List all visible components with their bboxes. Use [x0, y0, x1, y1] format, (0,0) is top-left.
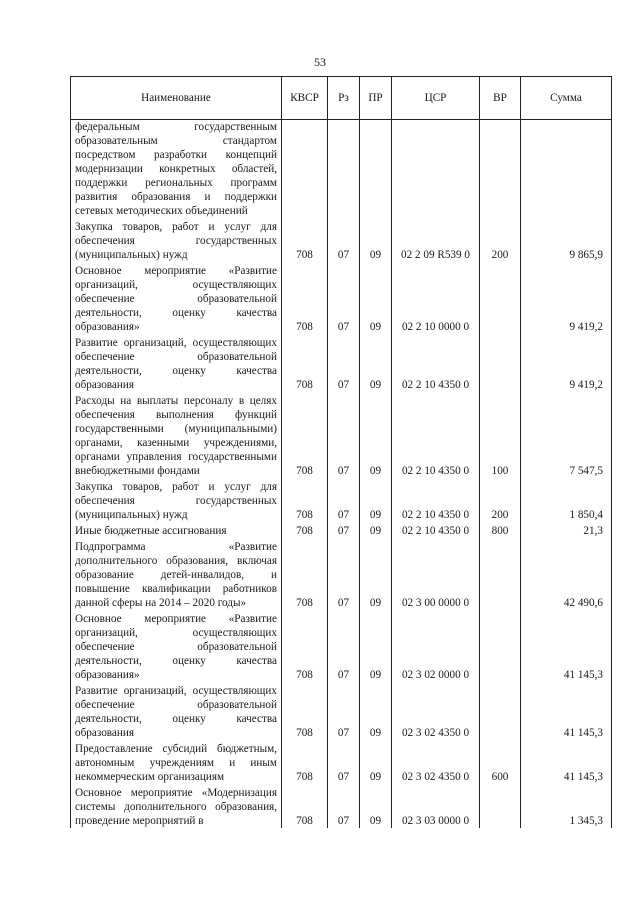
table-row: [71, 120, 612, 219]
row-kvsr-cell: 708: [282, 684, 328, 740]
row-pr-cell: 09: [360, 264, 392, 334]
row-pr-cell: 09: [360, 394, 392, 478]
row-vr-cell: 200: [480, 480, 521, 522]
row-sum-cell: 1 850,4: [521, 480, 612, 522]
row-name-cell: Иные бюджетные ассигнования: [71, 524, 282, 538]
row-rz-cell: 07: [328, 612, 360, 682]
row-csr-cell: 02 3 02 4350 0: [392, 742, 480, 784]
row-sum-cell: 41 145,3: [521, 742, 612, 784]
row-pr-cell: 09: [360, 336, 392, 392]
row-name-cell: Закупка товаров, работ и услуг для обеспечения государственных (муниципальных) нужд: [71, 480, 282, 522]
row-vr-cell: [480, 612, 521, 682]
row-csr-cell: 02 2 10 0000 0: [392, 264, 480, 334]
row-sum-cell: [521, 120, 612, 219]
column-header-csr: ЦСР: [392, 77, 480, 120]
row-kvsr-cell: 708: [282, 612, 328, 682]
row-rz-cell: 07: [328, 524, 360, 538]
row-vr-cell: [480, 264, 521, 334]
row-pr-cell: 09: [360, 742, 392, 784]
column-header-name: Наименование: [71, 77, 282, 120]
row-vr-cell: [480, 336, 521, 392]
table-row: [71, 480, 612, 522]
row-pr-cell: 09: [360, 524, 392, 538]
row-csr-cell: 02 2 10 4350 0: [392, 524, 480, 538]
table-row: [71, 524, 612, 538]
row-name-cell: Закупка товаров, работ и услуг для обеспечения государственных (муниципальных) нужд: [71, 220, 282, 262]
table-row: [71, 220, 612, 262]
row-pr-cell: [360, 120, 392, 219]
row-sum-cell: 9 419,2: [521, 264, 612, 334]
row-vr-cell: [480, 786, 521, 828]
row-name-cell: Основное мероприятие «Развитие организаций, осуществляющих обеспечение образовательной деятельности, оценку качества образования»: [71, 612, 282, 682]
row-vr-cell: 800: [480, 524, 521, 538]
row-pr-cell: 09: [360, 220, 392, 262]
row-name-cell: Расходы на выплаты персоналу в целях обеспечения выполнения функций государственными (муниципальными) органами, казенными учреждениями, органами управления государственными внебюджетными фондами: [71, 394, 282, 478]
row-rz-cell: [328, 120, 360, 219]
row-rz-cell: 07: [328, 264, 360, 334]
row-name-cell: Основное мероприятие «Модернизация системы дополнительного образования, проведение мероприятий в: [71, 786, 282, 828]
table-row: [71, 742, 612, 784]
column-header-rz: Рз: [328, 77, 360, 120]
table-body: [71, 120, 612, 829]
row-rz-cell: 07: [328, 742, 360, 784]
row-kvsr-cell: [282, 120, 328, 219]
row-sum-cell: 41 145,3: [521, 684, 612, 740]
row-vr-cell: [480, 540, 521, 610]
row-name-cell: Основное мероприятие «Развитие организаций, осуществляющих обеспечение образовательной деятельности, оценку качества образования»: [71, 264, 282, 334]
row-csr-cell: 02 3 02 4350 0: [392, 684, 480, 740]
table-row: [71, 540, 612, 610]
row-vr-cell: 100: [480, 394, 521, 478]
row-kvsr-cell: 708: [282, 480, 328, 522]
column-header-pr: ПР: [360, 77, 392, 120]
table-header-row: [71, 77, 612, 120]
row-name-cell: Развитие организаций, осуществляющих обеспечение образовательной деятельности, оценку качества образования: [71, 684, 282, 740]
row-rz-cell: 07: [328, 540, 360, 610]
row-vr-cell: 200: [480, 220, 521, 262]
row-pr-cell: 09: [360, 684, 392, 740]
row-sum-cell: 42 490,6: [521, 540, 612, 610]
row-rz-cell: 07: [328, 220, 360, 262]
table-row: [71, 684, 612, 740]
row-csr-cell: 02 3 02 0000 0: [392, 612, 480, 682]
row-pr-cell: 09: [360, 540, 392, 610]
row-kvsr-cell: 708: [282, 264, 328, 334]
row-csr-cell: 02 2 10 4350 0: [392, 480, 480, 522]
column-header-sum: Сумма: [521, 77, 612, 120]
row-kvsr-cell: 708: [282, 394, 328, 478]
row-kvsr-cell: 708: [282, 336, 328, 392]
row-rz-cell: 07: [328, 786, 360, 828]
row-pr-cell: 09: [360, 612, 392, 682]
row-name-cell: федеральным государственным образовательным стандартом посредством разработки концепций модернизации конкретных областей, поддержки региональных программ развития образования и поддержки сетевых методических объединений: [71, 120, 282, 219]
row-sum-cell: 7 547,5: [521, 394, 612, 478]
column-header-vr: ВР: [480, 77, 521, 120]
row-name-cell: Подпрограмма «Развитие дополнительного образования, включая образование детей-инвалидов, и повышение квалификации работников данной сферы на 2014 – 2020 годы»: [71, 540, 282, 610]
column-header-kvsr: КВСР: [282, 77, 328, 120]
row-name-cell: Развитие организаций, осуществляющих обеспечение образовательной деятельности, оценку качества образования: [71, 336, 282, 392]
row-rz-cell: 07: [328, 684, 360, 740]
budget-table: [70, 76, 612, 828]
page-number: 53: [314, 55, 326, 69]
row-csr-cell: 02 2 10 4350 0: [392, 336, 480, 392]
row-csr-cell: 02 3 03 0000 0: [392, 786, 480, 828]
row-sum-cell: 9 865,9: [521, 220, 612, 262]
row-pr-cell: 09: [360, 480, 392, 522]
row-sum-cell: 9 419,2: [521, 336, 612, 392]
row-kvsr-cell: 708: [282, 524, 328, 538]
row-sum-cell: 21,3: [521, 524, 612, 538]
row-rz-cell: 07: [328, 336, 360, 392]
row-vr-cell: [480, 120, 521, 219]
table-row: [71, 612, 612, 682]
row-rz-cell: 07: [328, 480, 360, 522]
table-row: [71, 786, 612, 828]
table-row: [71, 336, 612, 392]
row-vr-cell: [480, 684, 521, 740]
row-kvsr-cell: 708: [282, 786, 328, 828]
row-csr-cell: [392, 120, 480, 219]
row-kvsr-cell: 708: [282, 742, 328, 784]
table-row: [71, 394, 612, 478]
row-name-cell: Предоставление субсидий бюджетным, автономным учреждениям и иным некоммерческим организациям: [71, 742, 282, 784]
row-csr-cell: 02 3 00 0000 0: [392, 540, 480, 610]
row-vr-cell: 600: [480, 742, 521, 784]
row-csr-cell: 02 2 09 R539 0: [392, 220, 480, 262]
row-kvsr-cell: 708: [282, 540, 328, 610]
row-pr-cell: 09: [360, 786, 392, 828]
row-rz-cell: 07: [328, 394, 360, 478]
row-sum-cell: 1 345,3: [521, 786, 612, 828]
row-sum-cell: 41 145,3: [521, 612, 612, 682]
row-csr-cell: 02 2 10 4350 0: [392, 394, 480, 478]
table-row: [71, 264, 612, 334]
row-kvsr-cell: 708: [282, 220, 328, 262]
